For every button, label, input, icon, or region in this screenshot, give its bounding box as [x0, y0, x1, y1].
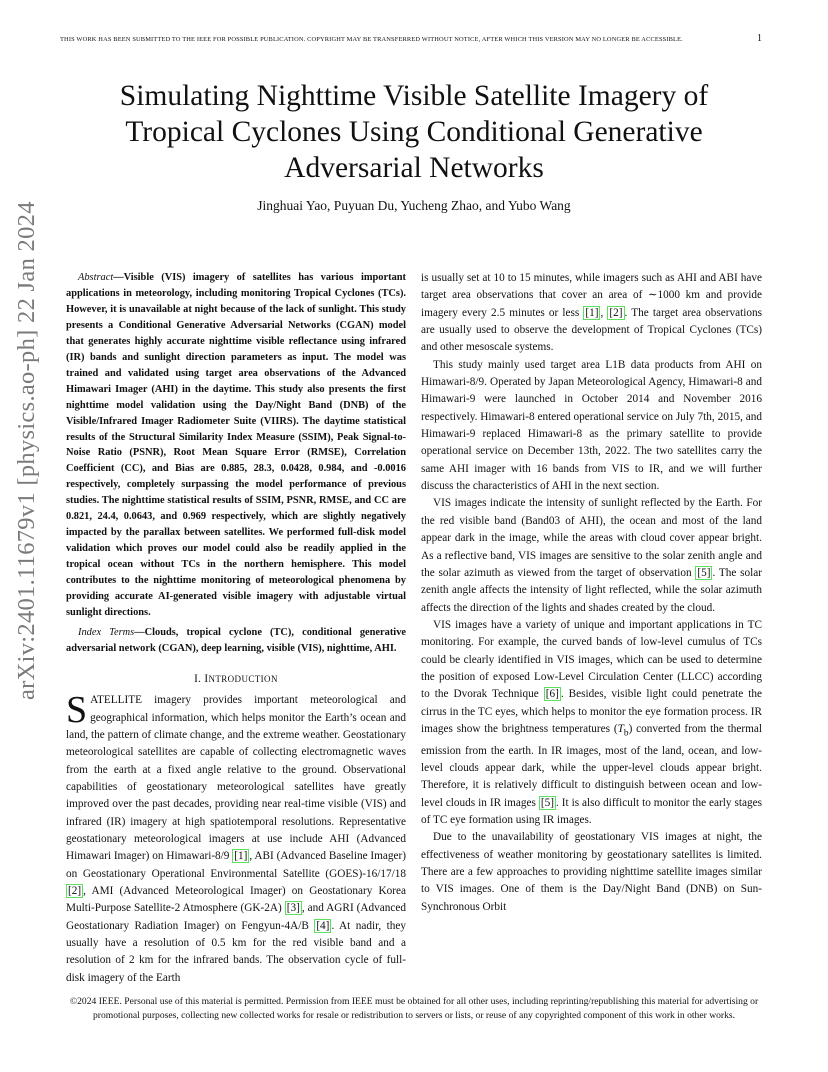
drop-cap: S: [66, 689, 88, 732]
citation-link[interactable]: [5]: [697, 566, 711, 579]
right-paragraph-4: [421, 617, 762, 829]
index-terms: [66, 625, 406, 657]
intro-text-b: , ABI (Advanced Baseline Imager) on Geostationary Operational Environmental Satellite (GOES)-16/17/18: [66, 850, 406, 880]
body-text: ) converted from the thermal emission from the earth. In IR images, most of the land, ocean, and low-level clouds appear dark, while the upper-level clouds appear bright. Therefore, it is relatively difficult to distinguish between ocean and low-level clouds in IR images: [421, 722, 763, 809]
abstract: [66, 270, 406, 621]
section-heading-introduction: [66, 671, 406, 688]
section-numeral: I.: [194, 672, 205, 685]
abstract-text: —Visible (VIS) imagery of satellites has various important applications in meteorology, including monitoring Tropical Cyclones (TCs). However, it is unavailable at night because of the lack of sunlight. This study presents a Conditional Generative Adversarial Networks (CGAN) model that generates highly accurate nighttime visible reflectance using infrared (IR) bands and sunlight direction parameters as input. The model was trained and validated using target area observations of the Advanced Himawari Imager (AHI) in the daytime. This study also presents the first nighttime model validation using the Day/Night Band (DNB) of the Visible/Infrared Imager Radiometer Suite (VIIRS). The daytime statistical results of the Structural Similarity Index Measure (SSIM), Peak Signal-to-Noise Ratio (PSNR), Root Mean Square Error (RMSE), Correlation Coefficient (CC), and Bias are 0.885, 28.3, 0.0428, 0.984, and -0.0016 respectively, completely surpassing the model performance of previous studies. The nighttime statistical results of SSIM, PSNR, RMSE, and CC are 0.821, 24.4, 0.0643, and 0.969 respectively, which are slightly negatively impacted by the parallax between satellites. We performed full-disk model validation which proves our model could also be readily applied in the tropical ocean without TCs in the northern hemisphere. This model contributes to the nighttime monitoring of meteorological phenomena by providing accurate AI-generated visible imagery with adjustable virtual sunlight directions.: [66, 272, 406, 619]
index-terms-label: Index Terms: [78, 626, 135, 638]
citation-link[interactable]: [1]: [585, 306, 599, 319]
body-text: . The solar zenith angle affects the intensity of light reflected, while the solar azimuth affects the direction of the lights and shades created by the cloud.: [421, 566, 763, 614]
left-column: [66, 270, 406, 987]
right-paragraph-5: Due to the unavailability of geostationary VIS images at night, the effectiveness of weather monitoring by geostationary satellites is limited. There are a few approaches to providing nighttime satellite images similar to VIS images. One of them is the Day/Night Band (DNB) on Sun-Synchronous Orbit: [421, 831, 762, 913]
intro-text-a: ATELLITE imagery provides important meteorological and geographical information, which helps monitor the Earth’s ocean and land, the pattern of climate change, and the extreme weather. Geostationary meteorological satellites are capable of collecting electromagnetic waves from the earth at a fixed angle relative to the ground. Observational capabilities of geostationary meteorological satellites have greatly improved over the past decades, providing near real-time visible (VIS) and infrared (IR) imagery at high spatiotemporal resolutions. Representative geostationary meteorological imagers at use include AHI (Advanced Himawari Imager) on Himawari-8/9: [66, 694, 406, 863]
body-text: . The target area observations are usually used to observe the development of Tropical Cyclones (TCs) and other mesoscale systems.: [421, 306, 763, 354]
copyright-footer: ©2024 IEEE. Personal use of this material is permitted. Permission from IEEE must be obtained for all other uses, including reprinting/republishing this material for advertising or promotional purposes, collecting new collected works for resale or redistribution to servers or lists, or reuse of any copyrighted component of this work in other works.: [69, 996, 759, 1021]
intro-text-d: , and AGRI (Advanced Geostationary Radiation Imager) on Fengyun-4A/B: [66, 902, 406, 932]
citation-link[interactable]: [6]: [545, 688, 559, 701]
title-line-1: Simulating Nighttime Visible Satellite Imagery of: [119, 80, 709, 112]
citation-link[interactable]: [4]: [316, 919, 330, 932]
citation-link[interactable]: [5]: [540, 796, 554, 809]
right-column: [421, 270, 762, 916]
running-header: THIS WORK HAS BEEN SUBMITTED TO THE IEEE FOR POSSIBLE PUBLICATION. COPYRIGHT MAY BE TRANSFERRED WITHOUT NOTICE, AFTER WHICH THIS VERSION MAY NO LONGER BE ACCESSIBLE.: [60, 36, 683, 43]
right-paragraph-1: [421, 270, 762, 357]
arxiv-watermark[interactable]: arXiv:2401.11679v1 [physics.ao-ph] 22 Jan 2024: [13, 201, 40, 700]
body-text: VIS images indicate the intensity of sunlight reflected by the Earth. For the red visible band (Band03 of AHI), the ocean and most of the land appear dark in the image, while the areas with cloud cover appear bright. As a reflective band, VIS images are sensitive to the solar zenith angle and the solar azimuth as viewed from the target of observation: [421, 497, 762, 579]
math-subscript: b: [623, 728, 629, 739]
math-symbol-t: T: [617, 722, 624, 735]
title-line-3: Adversarial Networks: [284, 152, 544, 184]
abstract-label: Abstract: [78, 272, 114, 283]
section-title-initial: I: [204, 672, 209, 685]
citation-link[interactable]: [2]: [609, 306, 623, 319]
right-paragraph-3: [421, 495, 762, 616]
body-text: is usually set at 10 to 15 minutes, while imagers such as AHI and ABI have target area observations that cover an area of ∼1000 km and provide imagery every 2.5 minutes or less: [421, 272, 762, 319]
index-terms-text: —Clouds, tropical cyclone (TC), conditional generative adversarial network (CGAN), deep learning, visible (VIS), nighttime, AHI.: [66, 626, 407, 654]
body-text: . Besides, visible light could penetrate the cirrus in the TC eyes, which helps to monitor the eye formation process. IR images show the brightness temperatures (: [421, 688, 762, 735]
citation-link[interactable]: [3]: [286, 902, 300, 915]
intro-text-c: , AMI (Advanced Meteorological Imager) on Geostationary Korea Multi-Purpose Satellite-2 Atmosphere (GK-2A): [66, 885, 406, 915]
body-text: VIS images have a variety of unique and important applications in TC monitoring. For example, the curved bands of low-level cumulus of TCs could be clearly identified in VIS images, which can be used to determine the position of exposed Low-Level Circulation Center (LLCC) according to the Dvorak Technique: [421, 618, 762, 701]
title-line-2: Tropical Cyclones Using Conditional Generative: [125, 116, 703, 148]
author-list: Jinghuai Yao, Puyuan Du, Yucheng Zhao, and Yubo Wang: [257, 198, 571, 213]
citation-link[interactable]: [2]: [68, 885, 82, 897]
citation-separator: ,: [600, 306, 608, 319]
section-title-rest: NTRODUCTION: [208, 673, 278, 684]
right-paragraph-2: This study mainly used target area L1B data products from AHI on Himawari-8/9. Operated by Japan Meteorological Agency, Himawari-8 and Himawari-9 were launched in October 2014 and November 2016 respectively. Himawari-8 entered operational service on July 7th, 2015, and Himawari-9 replaced Himawari-8 as the primary satellite to provide operational service on December 13th, 2022. The two satellites carry the same AHI imager with 16 bands from VIS to IR, and we will further discuss the characteristics of AHI in the next section.: [421, 358, 762, 493]
body-text: . It is also difficult to monitor the early stages of TC eye formation using IR images.: [421, 796, 762, 826]
intro-text-e: . At nadir, they usually have a resolution of 0.5 km for the red visible band and a resolution of 2 km for the infrared bands. The observation cycle of full-disk imagery of the Earth: [66, 919, 406, 984]
page-number: 1: [757, 33, 762, 44]
paper-title: [40, 78, 788, 186]
intro-paragraph-1: [66, 689, 406, 987]
citation-link[interactable]: [1]: [234, 850, 248, 863]
